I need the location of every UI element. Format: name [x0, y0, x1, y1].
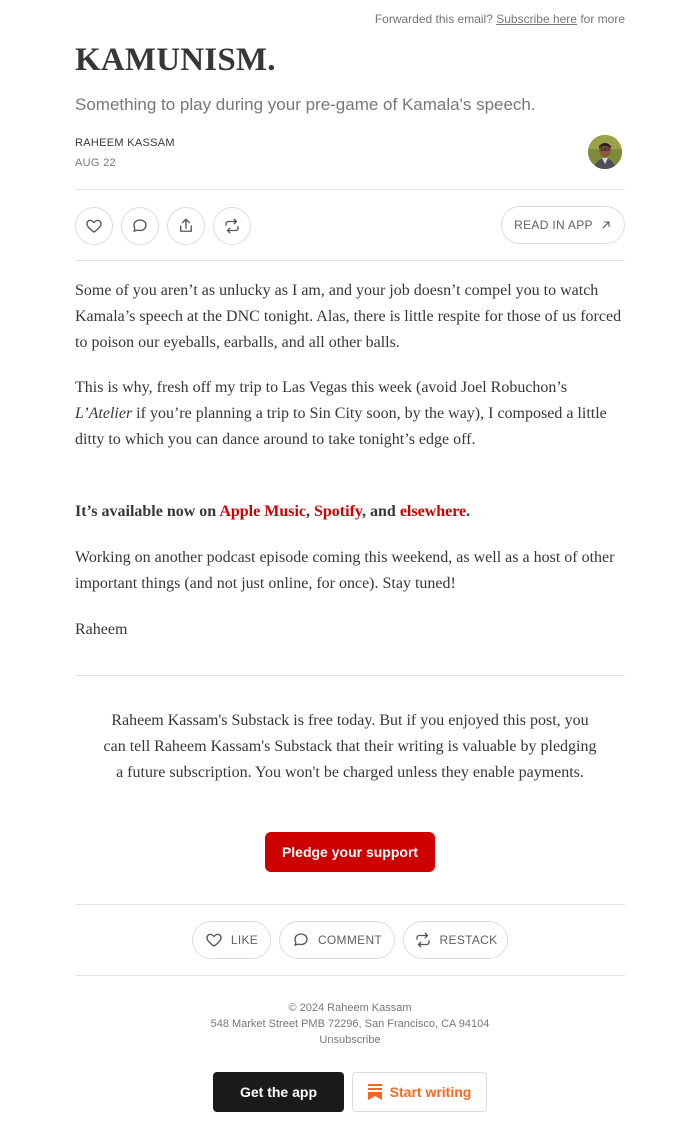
comment-icon-button[interactable] [121, 207, 159, 245]
forwarded-notice [375, 12, 625, 26]
restaurant-name: L’Atelier [75, 405, 133, 422]
apple-music-link[interactable]: Apple Music [219, 503, 306, 520]
body-paragraph-4: Working on another podcast episode coming this weekend, as well as a host of other important things (and not just online, for once). Stay tuned! [75, 549, 615, 592]
restack-label: RESTACK [439, 933, 498, 947]
forwarded-prefix: Forwarded this email? [374, 12, 493, 26]
forwarded-suffix: for more [580, 12, 625, 26]
signoff: Raheem [75, 621, 128, 638]
read-in-app-label: READ IN APP [514, 218, 593, 232]
restack-icon [414, 931, 432, 949]
heart-icon [85, 217, 103, 235]
spotify-link[interactable]: Spotify [314, 503, 363, 520]
arrow-up-right-icon [600, 219, 612, 231]
author-avatar[interactable] [588, 135, 622, 169]
comment-label: COMMENT [317, 933, 383, 947]
restack-icon [223, 217, 241, 235]
like-label: LIKE [230, 933, 259, 947]
body-paragraph-1: Some of you aren’t as unlucky as I am, and your job doesn’t compel you to watch Kamala’s speech at the DNC tonight. Alas, there is little respite for those of us forced to poison our eyeballs, earballs, and all other balls. [75, 282, 622, 351]
heart-icon [205, 931, 223, 949]
divider [75, 904, 625, 905]
divider [75, 675, 625, 676]
start-writing-button[interactable] [352, 1072, 487, 1112]
elsewhere-link[interactable]: elsewhere [399, 503, 467, 520]
read-in-app-button[interactable] [501, 206, 625, 244]
comment-button[interactable] [279, 921, 395, 959]
share-icon-button[interactable] [167, 207, 205, 245]
body-paragraph-2: This is why, fresh off my trip to Las Vegas this week (avoid Joel Robuchon’s L’Atelier if you’re planning a trip to Sin City soon, by the way), I composed a little ditty to which you can dance around to take tonight’s edge off. [75, 379, 607, 448]
start-writing-label: Start writing [389, 1084, 472, 1100]
divider [75, 975, 625, 976]
get-app-button[interactable]: Get the app [213, 1072, 344, 1112]
divider [75, 260, 625, 261]
unsubscribe-link[interactable]: Unsubscribe [319, 1034, 381, 1046]
restack-button[interactable] [403, 921, 508, 959]
author-name[interactable]: RAHEEM KASSAM [75, 137, 175, 149]
comment-icon [131, 217, 149, 235]
like-icon-button[interactable] [75, 207, 113, 245]
post-subtitle: Something to play during your pre-game of Kamala's speech. [75, 95, 536, 114]
comment-icon [292, 931, 310, 949]
restack-icon-button[interactable] [213, 207, 251, 245]
share-icon [177, 217, 195, 235]
address: 548 Market Street PMB 72296, San Francisco, CA 94104 [210, 1018, 490, 1030]
substack-logo-icon [368, 1084, 382, 1100]
copyright: © 2024 Raheem Kassam [288, 1002, 412, 1014]
pledge-support-button[interactable]: Pledge your support [265, 832, 435, 872]
post-title[interactable]: KAMUNISM. [75, 42, 276, 78]
divider [75, 189, 625, 190]
post-date: AUG 22 [75, 157, 116, 169]
pledge-description: Raheem Kassam's Substack is free today. But if you enjoyed this post, you can tell Raheem Kassam's Substack that their writing is valuable by pledging a future subscription. You won't be charged unless they enable payments. [103, 712, 597, 781]
subscribe-link[interactable]: Subscribe here [496, 12, 577, 26]
body-paragraph-3: It’s available now on Apple Music, Spotify, and elsewhere. [75, 503, 471, 520]
like-button[interactable] [192, 921, 271, 959]
